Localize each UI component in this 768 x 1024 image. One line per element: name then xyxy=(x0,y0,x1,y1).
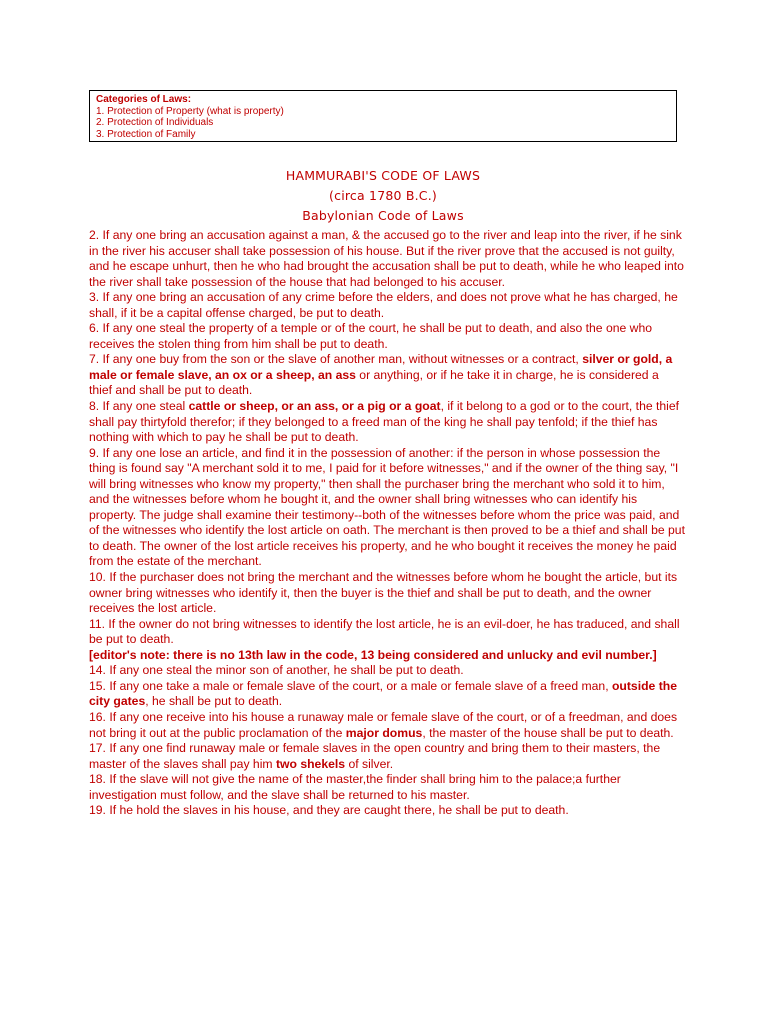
law-text: 6. If any one steal the property of a temple or of the court, he shall be put to death, and also the one who receives the stolen thing from him shall be put to death. xyxy=(89,321,653,351)
document-date: (circa 1780 B.C.) xyxy=(329,188,437,203)
law-paragraph xyxy=(89,352,685,399)
law-text: 3. If any one bring an accusation of any crime before the elders, and does not prove what he has charged, he shall, if it be a capital offense charged, be put to death. xyxy=(89,290,678,320)
document-heading xyxy=(89,166,677,226)
category-item: 2. Protection of Individuals xyxy=(96,117,214,129)
law-paragraph xyxy=(89,663,685,679)
law-paragraph xyxy=(89,570,685,617)
law-text: 15. If any one take a male or female slave of the court, or a male or female slave of a freed man, xyxy=(89,678,612,693)
law-paragraph xyxy=(89,741,685,772)
law-text: 16. If any one receive into his house a runaway male or female slave of the court, or of a freedman, and does not bring it out at the public proclamation of the xyxy=(89,709,678,740)
law-emphasis: two shekels xyxy=(275,756,346,771)
document-subtitle: Babylonian Code of Laws xyxy=(302,208,464,223)
law-paragraph xyxy=(89,648,685,664)
laws-list xyxy=(89,228,685,819)
law-text: 7. If any one buy from the son or the slave of another man, without witnesses or a contract, xyxy=(89,352,583,367)
law-text: 17. If any one find runaway male or female slaves in the open country and bring them to their masters, the master of the slaves shall pay him xyxy=(89,741,661,771)
categories-title: Categories of Laws: xyxy=(96,94,192,105)
law-paragraph xyxy=(89,772,685,803)
law-text: or anything, or if he take it in charge, he is considered a thief and shall be put to death. xyxy=(89,367,659,398)
law-text: 18. If the slave will not give the name of the master,the finder shall bring him to the palace;a further investigation must follow, and the slave shall be returned to his master. xyxy=(89,772,621,802)
categories-box xyxy=(89,90,677,142)
law-emphasis: silver or gold, a male or female slave, an ox or a sheep, an ass xyxy=(89,352,673,382)
law-text: 10. If the purchaser does not bring the merchant and the witnesses before whom he bought the article, but its owner bring witnesses who identify it, then the buyer is the thief and shall be put to death, and the owner receives the lost article. xyxy=(89,570,678,616)
law-text: 14. If any one steal the minor son of another, he shall be put to death. xyxy=(89,663,464,678)
law-text: , he shall be put to death. xyxy=(145,694,283,709)
law-paragraph xyxy=(89,803,685,819)
law-text: , the master of the house shall be put to death. xyxy=(422,725,674,740)
law-text: 19. If he hold the slaves in his house, and they are caught there, he shall be put to death. xyxy=(89,803,569,818)
law-emphasis: [editor's note: there is no 13th law in the code, 13 being considered and unlucky and evil number.] xyxy=(89,647,657,662)
law-paragraph xyxy=(89,321,685,352)
law-emphasis: cattle or sheep, or an ass, or a pig or a goat xyxy=(188,399,441,414)
law-paragraph xyxy=(89,228,685,290)
law-text: 8. If any one steal xyxy=(89,399,189,414)
law-text: , if it belong to a god or to the court, the thief shall pay thirtyfold therefor; if they belonged to a freed man of the king he shall pay tenfold; if the thief has nothing with which to pay he shall be put to death. xyxy=(89,399,680,445)
law-text: 2. If any one bring an accusation against a man, & the accused go to the river and leap into the river, if he sink in the river his accuser shall take possession of his house. But if the river prove that the accused is not guilty, and he escape unhurt, then he who had brought the accusation shall be put to death, while he who leaped into the river shall take possession of the house that had belonged to his accuser. xyxy=(89,228,684,289)
law-text: of silver. xyxy=(345,756,394,771)
category-item: 1. Protection of Property (what is property) xyxy=(96,105,284,117)
law-paragraph xyxy=(89,679,685,710)
law-text: 9. If any one lose an article, and find it in the possession of another: if the person in whose possession the thing is found say "A merchant sold it to me, I paid for it before witnesses," and if the owner of the thing say, "I will bring witnesses who know my property," then shall the purchaser bring the merchant who sold it to him, and the witnesses before whom he bought it, and the owner shall bring witnesses who can identify his property. The judge shall examine their testimony--both of the witnesses before whom the price was paid, and of the witnesses who identify the lost article on oath. The merchant is then proved to be a thief and shall be put to death. The owner of the lost article receives his property, and he who bought it receives the money he paid from the estate of the merchant. xyxy=(89,445,685,569)
law-text: 11. If the owner do not bring witnesses to identify the lost article, he is an evil-doer, he has traduced, and shall be put to death. xyxy=(89,616,680,647)
law-emphasis: major domus xyxy=(345,725,423,740)
law-paragraph xyxy=(89,446,685,570)
law-emphasis: outside the city gates xyxy=(89,678,677,709)
law-paragraph xyxy=(89,710,685,741)
law-paragraph xyxy=(89,617,685,648)
category-item: 3. Protection of Family xyxy=(96,128,196,140)
law-paragraph xyxy=(89,399,685,446)
document-title: HAMMURABI'S CODE OF LAWS xyxy=(285,168,481,183)
law-paragraph xyxy=(89,290,685,321)
